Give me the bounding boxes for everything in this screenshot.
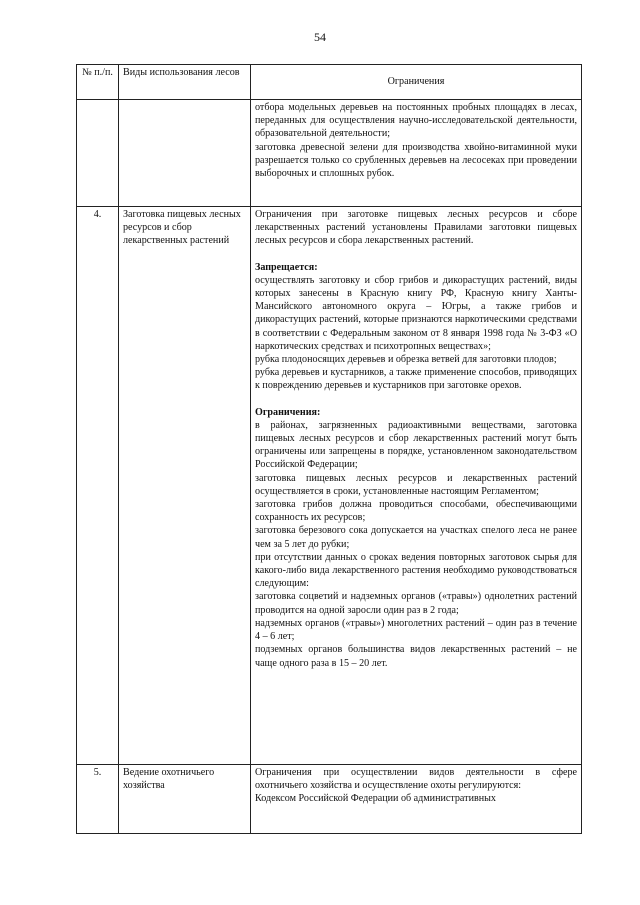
limit-item: заготовка пищевых лесных ресурсов и лекарственных растений осуществляется в сроки, установленные настоящим Регламентом; bbox=[255, 472, 577, 497]
row-number: 4. bbox=[77, 207, 119, 765]
limit-item: при отсутствии данных о сроках ведения повторных заготовок сырья для какого-либо вида лекарственного растения необходимо руководствоваться следующим: bbox=[255, 551, 577, 590]
limit-item: в районах, загрязненных радиоактивными веществами, заготовка пищевых лесных ресурсов и сбор лекарственных растений могут быть ограничены или запрещены в порядке, установленном законодательством Российской Федерации; bbox=[255, 419, 577, 471]
header-use: Виды использования лесов bbox=[119, 65, 251, 100]
table-header-row bbox=[77, 65, 582, 100]
restriction-line: заготовка древесной зелени для производства хвойно-витаминной муки разрешается только со срубленных деревьев на лесосеках при проведении выборочных и сплошных рубок. bbox=[255, 141, 577, 180]
table-row bbox=[77, 100, 582, 207]
limit-item: заготовка березового сока допускается на участках спелого леса не ранее чем за 5 лет до рубки; bbox=[255, 525, 577, 550]
restriction-line: отбора модельных деревьев на постоянных пробных площадях в лесах, переданных для осуществления научно-исследовательской деятельности, образовательной деятельности; bbox=[255, 102, 577, 140]
row-restrictions bbox=[251, 765, 582, 834]
header-num: № п./п. bbox=[77, 65, 119, 100]
row-use: Ведение охотничьего хозяйства bbox=[119, 765, 251, 834]
row-number bbox=[77, 100, 119, 207]
restriction-line: Кодексом Российской Федерации об административных bbox=[255, 793, 496, 805]
limit-item: заготовка соцветий и надземных органов («травы») однолетних растений проводится на одной заросли один раз в 2 года; bbox=[255, 591, 577, 616]
prohibited-item: рубка плодоносящих деревьев и обрезка ветвей для заготовки плодов; bbox=[255, 354, 557, 366]
limit-item: надземных органов («травы») многолетних растений – один раз в течение 4 – 6 лет; bbox=[255, 617, 577, 643]
row-use bbox=[119, 100, 251, 207]
limit-item: заготовка грибов должна проводиться способами, обеспечивающими сохранность их ресурсов; bbox=[255, 499, 577, 524]
row-restrictions bbox=[251, 207, 582, 765]
row-number: 5. bbox=[77, 765, 119, 834]
page-number: 54 bbox=[314, 30, 326, 44]
table-row bbox=[77, 765, 582, 834]
prohibited-heading: Запрещается: bbox=[255, 261, 318, 273]
table-row bbox=[77, 207, 582, 765]
header-restrictions: Ограничения bbox=[251, 65, 582, 100]
row-restrictions bbox=[251, 100, 582, 207]
restriction-line: Ограничения при осуществлении видов деятельности в сфере охотничьего хозяйства и осуществление охоты регулируются: bbox=[255, 767, 577, 792]
limits-heading: Ограничения: bbox=[255, 406, 321, 418]
prohibited-item: рубка деревьев и кустарников, а также применение способов, приводящих к повреждению деревьев и кустарников при заготовке орехов. bbox=[255, 367, 577, 392]
limit-item: подземных органов большинства видов лекарственных растений – не чаще одного раза в 15 – 20 лет. bbox=[255, 644, 577, 669]
restrictions-table bbox=[76, 64, 582, 834]
row-use: Заготовка пищевых лесных ресурсов и сбор лекарственных растений bbox=[119, 207, 251, 765]
restriction-intro: Ограничения при заготовке пищевых лесных ресурсов и сборе лекарственных растений установлены Правилами заготовки пищевых лесных ресурсов и сбора лекарственных растений. bbox=[255, 209, 577, 247]
prohibited-item: осуществлять заготовку и сбор грибов и дикорастущих растений, виды которых занесены в Красную книгу РФ, Красную книгу Ханты-Мансийского автономного округа – Югры, а также грибов и дикорастущих растений, которые признаются наркотическими средствами в соответствии с Федеральным законом от 8 января 1998 года № 3-ФЗ «О наркотических средствах и психотропных веществах»; bbox=[255, 274, 577, 352]
